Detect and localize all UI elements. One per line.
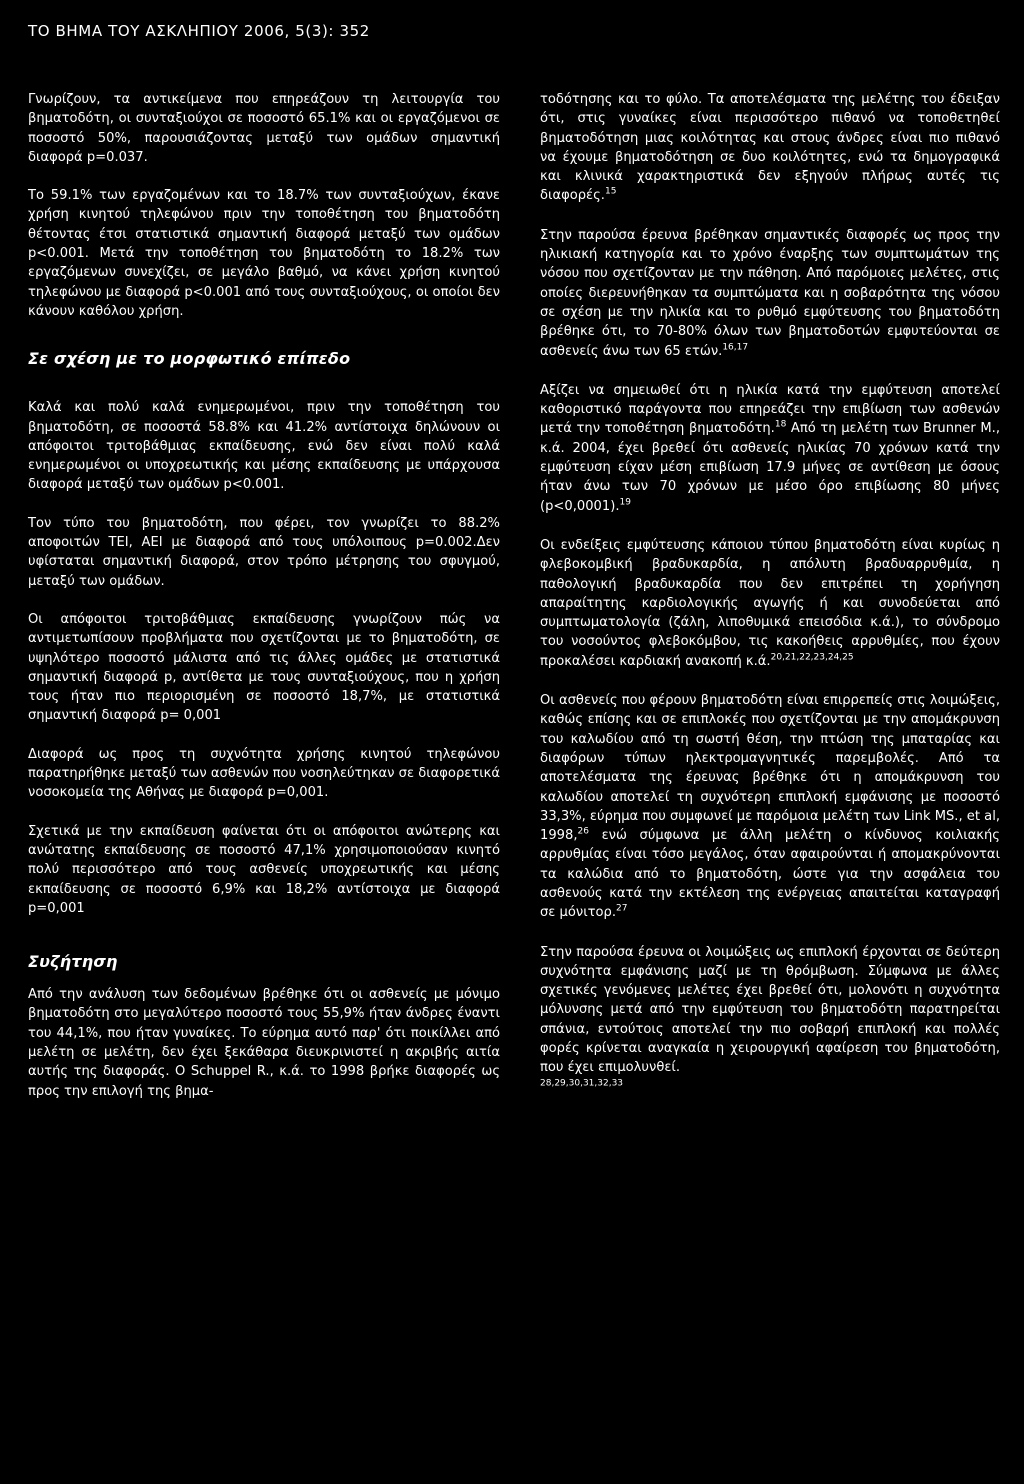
paragraph bbox=[540, 536, 1000, 671]
running-header: ΤΟ ΒΗΜΑ ΤΟΥ ΑΣΚΛΗΠΙΟΥ 2006, 5(3): 352 bbox=[28, 22, 370, 40]
paragraph-text: Από τη μελέτη των Brunner M., κ.ά. 2004, έχει βρεθεί ότι ασθενείς ηλικίας 70 χρόνων κατά την εμφύτευση είχαν μέση επιβίωση 17.9 μήνες σε αντίθεση με όσους ήταν άνω των 70 χρόνων με μέσο όρο επιβίωσης 80 μήνες (p<0,0001). bbox=[540, 421, 1000, 514]
reference-superscript: 26 bbox=[577, 826, 589, 837]
paragraph: Γνωρίζουν, τα αντικείμενα που επηρεάζουν τη λειτουργία του βηματοδότη, οι συνταξιούχοι σε ποσοστό 65.1% και οι εργαζόμενοι σε ποσοστό 50%, παρουσιάζοντας μεταξύ των ομάδων σημαντική διαφορά p=0.037. bbox=[28, 92, 500, 165]
paragraph: Σχετικά με την εκπαίδευση φαίνεται ότι οι απόφοιτοι ανώτερης και ανώτατης εκπαίδευσης σε ποσοστό 47,1% χρησιμοποιούσαν κινητό πολύ περισσότερο από τους ασθενείς υποχρεωτικής και μέσης εκπαίδευσης σε ποσοστό 6,9% και 18,2% αντίστοιχα με διαφορά p=0,001 bbox=[28, 823, 500, 916]
paragraph-text: Αξίζει να σημειωθεί ότι η ηλικία κατά την εμφύτευση αποτελεί καθοριστικό παράγοντα που επηρεάζει την επιβίωση των ασθενών μετά την τοποθέτηση βηματοδότη. bbox=[540, 382, 1000, 437]
paragraph bbox=[540, 90, 1000, 206]
paragraph bbox=[540, 381, 1000, 516]
right-column bbox=[540, 90, 1000, 1117]
reference-superscript: 16,17 bbox=[722, 342, 749, 353]
paragraph bbox=[540, 226, 1000, 361]
paragraph: Τον τύπο του βηματοδότη, που φέρει, τον γνωρίζει το 88.2% αποφοιτών ΤΕΙ, ΑΕΙ με διαφορά από τους υπόλοιπους p=0.002.Δεν υφίσταται σημαντική διαφορά, στον τρόπο μέτρησης του σφυγμού, μεταξύ των ομάδων. bbox=[28, 515, 500, 589]
reference-superscript: 28,29,30,31,32,33 bbox=[540, 1078, 624, 1089]
reference-superscript: 27 bbox=[616, 903, 628, 914]
paragraph: Το 59.1% των εργαζομένων και το 18.7% των συνταξιούχων, έκανε χρήση κινητού τηλεφώνου πριν την τοποθέτηση του βηματοδότη θέτοντας έτσι στατιστικά σημαντική διαφορά μεταξύ των ομάδων p<0.001. Μετά την τοποθέτηση του βηματοδότη το 18.2% των εργαζόμενων συνεχίζει, σε μεγάλο βαθμό, να κάνει χρήση κινητού τηλεφώνου με διαφορά p<0.001 από τους συνταξιούχους, οι οποίοι δεν κάνουν καθόλου χρήση. bbox=[28, 188, 500, 319]
paragraph bbox=[540, 943, 1000, 1097]
paragraph-text: Στην παρούσα έρευνα βρέθηκαν σημαντικές διαφορές ως προς την ηλικιακή κατηγορία και το χρόνο έναρξης των συμπτωμάτων της νόσου που σχετίζονταν με την πάθηση. Από παρόμοιες μελέτες, στις οποίες διερευνήθηκαν τα συμπτώματα και η σοβαρότητα της νόσου σε σχέση με την ηλικία και το ρυθμό εμφύτευσης του βηματοδότη βρέθηκε ότι, το 70-80% όλων των βηματοδοτών εμφυτεύονται σε ασθενείς άνω των 65 ετών. bbox=[540, 227, 1000, 359]
reference-superscript: 19 bbox=[619, 497, 631, 508]
paragraph: Διαφορά ως προς τη συχνότητα χρήσης κινητού τηλεφώνου παρατηρήθηκε μεταξύ των ασθενών που νοσηλεύτηκαν σε διαφορετικά νοσοκομεία της Αθήνας με διαφορά p=0,001. bbox=[28, 746, 500, 801]
reference-superscript: 18 bbox=[774, 420, 787, 431]
reference-superscript: 20,21,22,23,24,25 bbox=[770, 652, 854, 663]
paragraph: Καλά και πολύ καλά ενημερωμένοι, πριν την τοποθέτηση του βηματοδότη, σε ποσοστά 58.8% και 41.2% αντίστοιχα δηλώνουν οι απόφοιτοι τριτοβάθμιας εκπαίδευσης, ενώ δεν είναι πολύ καλά ενημερωμένοι οι υποχρεωτικής και μέσης εκπαίδευσης με υπάρχουσα διαφορά μεταξύ των ομάδων p<0.001. bbox=[28, 400, 500, 493]
paragraph bbox=[540, 691, 1000, 923]
section-heading-discussion: Συζήτηση bbox=[28, 952, 118, 972]
paragraph-text: Οι ασθενείς που φέρουν βηματοδότη είναι επιρρεπείς στις λοιμώξεις, καθώς επίσης και σε επιπλοκές που σχετίζονται με την απομάκρυνση του καλωδίου από τη σωστή θέση, την πτώση της μπαταρίας και διαφόρων τύπων ηλεκτρομαγνητικές παρεμβολές. Από τα αποτελέσματα της έρευνας βρέθηκε ότι η απομάκρυνση του καλωδίου αποτελεί τη συχνότερη επιπλοκή εμφάνισης με ποσοστό 33,3%, εύρημα που συμφωνεί με παρόμοια μελέτη των Link MS., et al, 1998, bbox=[540, 693, 1000, 844]
paragraph: Οι απόφοιτοι τριτοβάθμιας εκπαίδευσης γνωρίζουν πώς να αντιμετωπίσουν προβλήματα που σχετίζονται με το βηματοδότη, σε υψηλότερο ποσοστό μάλιστα από τις άλλες ομάδες με στατιστικά σημαντική διαφορά p, αντίθετα με τους συνταξιούχους, που η χρήση τους ήταν πιο περιορισμένη σε ποσοστό 18,7%, με στατιστικά σημαντική διαφορά p= 0,001 bbox=[28, 611, 500, 724]
left-column bbox=[28, 90, 500, 1120]
paragraph-text: ενώ σύμφωνα με άλλη μελέτη ο κίνδυνος κοιλιακής αρρυθμίας είναι τόσο μεγάλος, όταν αφαιρούνται ή απομακρύνονται τα καλώδια από το βηματοδότη, ώστε για την ασφάλεια του ασθενούς κατά την εκτέλεση της ενέργειας απαιτείται καταγραφή σε μόνιτορ. bbox=[540, 828, 1000, 921]
paragraph-text: τοδότησης και το φύλο. Τα αποτελέσματα της μελέτης του έδειξαν ότι, στις γυναίκες είναι περισσότερο πιθανό να τοποθετηθεί βηματοδότηση μιας κοιλότητας και στους άνδρες είναι πιο πιθανό να έχουμε βηματοδότηση σε δυο κοιλότητες, ενώ τα δημογραφικά και κλινικά χαρακτηριστικά δεν εξηγούν πλήρως αυτές τις διαφορές. bbox=[540, 92, 1000, 204]
paragraph-text: Στην παρούσα έρευνα οι λοιμώξεις ως επιπλοκή έρχονται σε δεύτερη συχνότητα εμφάνισης μαζί με τη θρόμβωση. Σύμφωνα με άλλες σχετικές γενόμενες μελέτες έχει βρεθεί ότι, μολονότι η συχνότητα μόλυνσης μετά από την εμφύτευση του βηματοδότη παρατηρείται σπάνια, εντούτοις αποτελεί την πιο σοβαρή επιπλοκή και πολλές φορές κρίνεται αναγκαία η χειρουργική αφαίρεση του βηματοδότη, που έχει επιμολυνθεί. bbox=[540, 944, 1000, 1076]
paragraph: Από την ανάλυση των δεδομένων βρέθηκε ότι οι ασθενείς με μόνιμο βηματοδότη στο μεγαλύτερο ποσοστό τους 55,9% ήταν άνδρες έναντι του 44,1%, που ήταν γυναίκες. Το εύρημα αυτό παρ' ότι ποικίλλει από μελέτη σε μελέτη, δεν έχει ξεκάθαρα διευκρινιστεί η ακριβής αιτία αυτής της διαφοράς. Ο Schuppel R., κ.ά. το 1998 βρήκε διαφορές ως προς την επιλογή της βημα- bbox=[28, 987, 500, 1099]
section-heading-education: Σε σχέση με το μορφωτικό επίπεδο bbox=[28, 349, 351, 369]
paragraph-text: Οι ενδείξεις εμφύτευσης κάποιου τύπου βηματοδότη είναι κυρίως η φλεβοκομβική βραδυκαρδία, η απόλυτη βραδυαρρυθμία, η παθολογική βραδυκαρδία που δεν επιτρέπει τη χορήγηση απαραίτητης καρδιολογικής αγωγής ή και συνοδεύεται από συμπτωματολογία (ζάλη, λιποθυμικά επεισόδια κ.ά.), το σύνδρομο του νοσούντος φλεβοκόμβου, τις κακοήθεις αρρυθμίες, που έχουν προκαλέσει καρδιακή ανακοπή κ.ά. bbox=[540, 537, 1000, 669]
reference-superscript: 15 bbox=[604, 187, 617, 198]
